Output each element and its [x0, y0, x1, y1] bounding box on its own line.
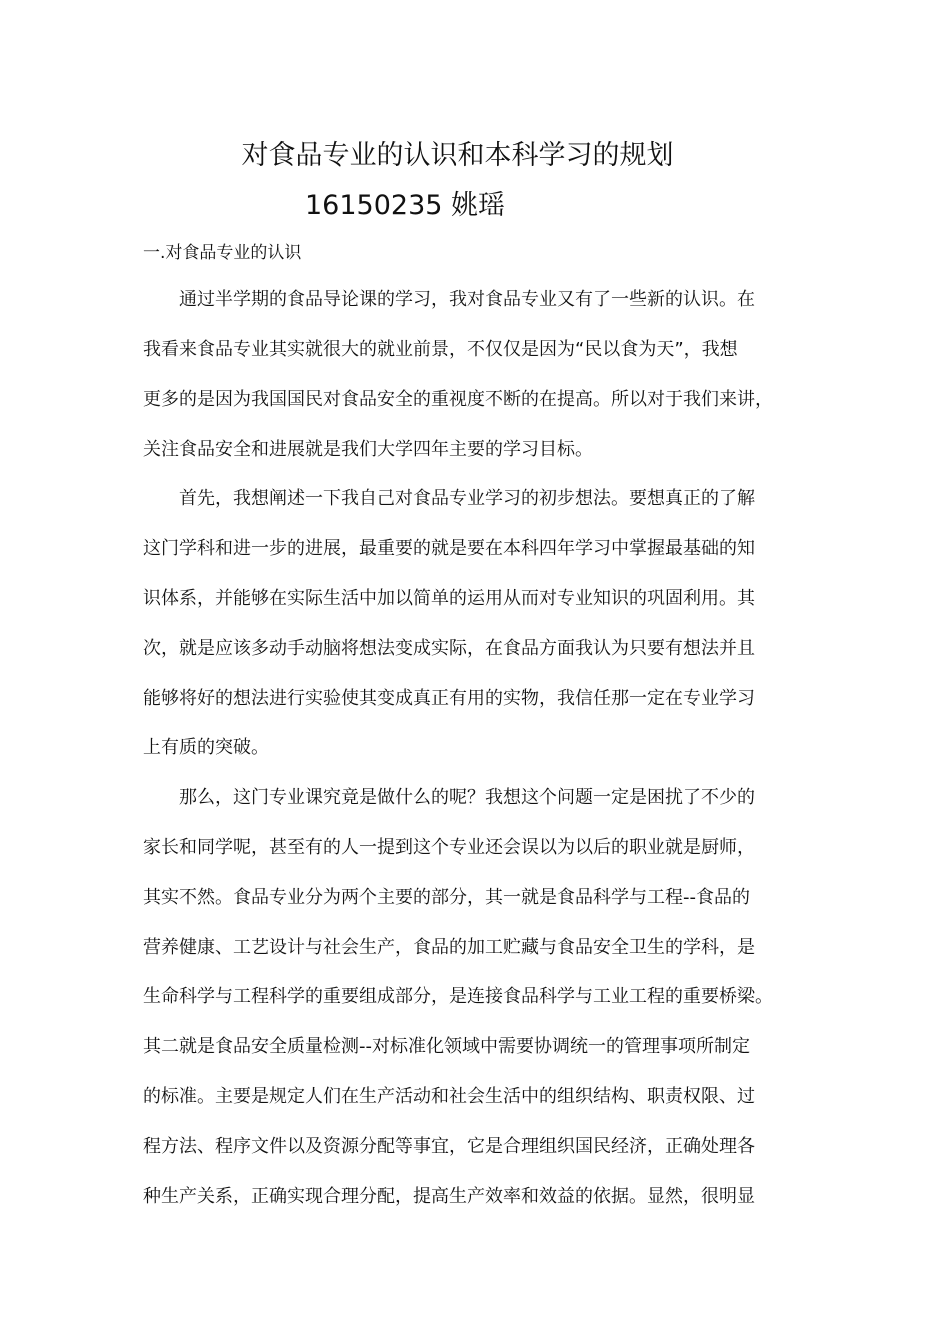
body-line: 其二就是食品安全质量检测--对标准化领域中需要协调统一的管理事项所制定	[143, 1036, 750, 1057]
body-line: 能够将好的想法进行实验使其变成真正有用的实物，我信任那一定在专业学习	[143, 688, 755, 709]
document-title: 对食品专业的认识和本科学习的规划	[241, 140, 674, 171]
body-line: 首先，我想阐述一下我自己对食品专业学习的初步想法。要想真正的了解	[143, 488, 755, 509]
author-line: 16150235 姚瑶	[305, 190, 506, 221]
body-line: 这门学科和进一步的进展，最重要的就是要在本科四年学习中掌握最基础的知	[143, 538, 755, 559]
body-line: 关注食品安全和进展就是我们大学四年主要的学习目标。	[143, 439, 593, 460]
body-line: 种生产关系，正确实现合理分配，提高生产效率和效益的依据。显然，很明显	[143, 1186, 755, 1207]
body-line: 其实不然。食品专业分为两个主要的部分，其一就是食品科学与工程--食品的	[143, 887, 750, 908]
section-heading: 一.对食品专业的认识	[143, 243, 302, 263]
body-line: 通过半学期的食品导论课的学习，我对食品专业又有了一些新的认识。在	[143, 289, 755, 310]
body-line: 识体系，并能够在实际生活中加以简单的运用从而对专业知识的巩固利用。其	[143, 588, 755, 609]
body-line: 营养健康、工艺设计与社会生产，食品的加工贮藏与食品安全卫生的学科，是	[143, 937, 755, 958]
body-line: 那么，这门专业课究竟是做什么的呢？我想这个问题一定是困扰了不少的	[143, 787, 755, 808]
body-line: 我看来食品专业其实就很大的就业前景，不仅仅是因为“民以食为天”，我想	[143, 339, 738, 360]
body-line: 生命科学与工程科学的重要组成部分，是连接食品科学与工业工程的重要桥梁。	[143, 986, 773, 1007]
body-line: 的标准。主要是规定人们在生产活动和社会生活中的组织结构、职责权限、过	[143, 1086, 755, 1107]
body-line: 程方法、程序文件以及资源分配等事宜，它是合理组织国民经济，正确处理各	[143, 1136, 755, 1157]
body-line: 更多的是因为我国国民对食品安全的重视度不断的在提高。所以对于我们来讲，	[143, 389, 773, 410]
body-line: 次，就是应该多动手动脑将想法变成实际，在食品方面我认为只要有想法并且	[143, 638, 755, 659]
body-line: 家长和同学呢，甚至有的人一提到这个专业还会误以为以后的职业就是厨师，	[143, 837, 755, 858]
body-line: 上有质的突破。	[143, 737, 269, 758]
